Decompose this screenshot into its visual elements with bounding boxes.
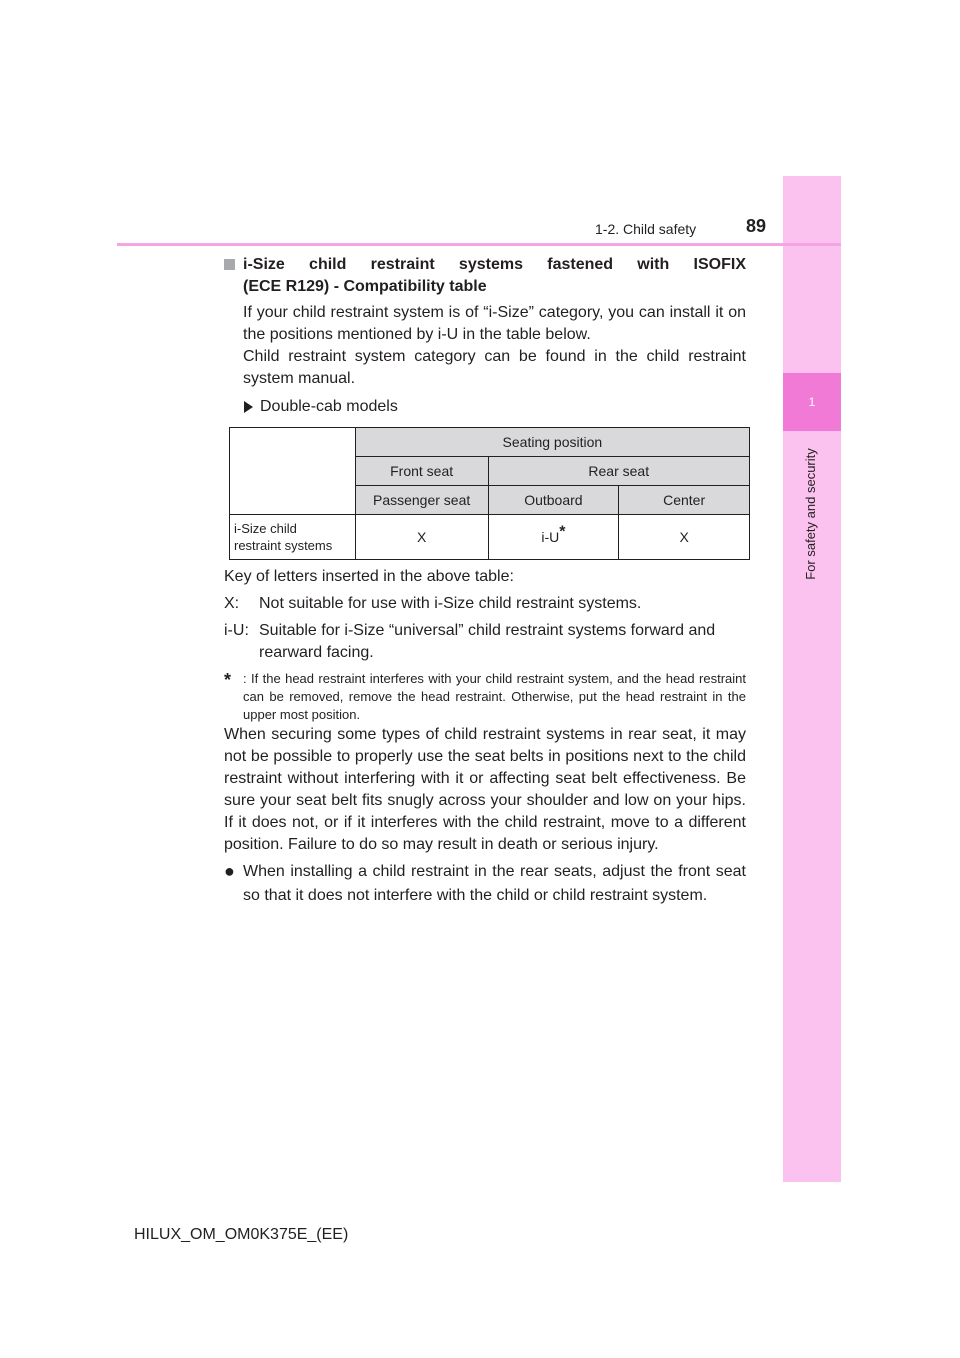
bullet-text: When installing a child restraint in the rear seats, adjust the front seat so that it does not interfere with the child or child restraint system. xyxy=(243,863,746,904)
compatibility-table xyxy=(229,427,750,560)
header-divider xyxy=(117,243,841,246)
header-outboard: Outboard xyxy=(488,486,619,515)
footnote-mark: * xyxy=(224,670,232,690)
key-item xyxy=(224,620,746,664)
side-tab xyxy=(783,176,841,1182)
square-bullet-icon xyxy=(224,259,235,270)
chapter-number: 1 xyxy=(783,373,841,431)
main-content xyxy=(224,254,746,418)
cell-outboard xyxy=(488,515,619,560)
row-label-line-2: restraint systems xyxy=(234,538,333,553)
round-bullet-icon: ● xyxy=(224,861,235,881)
section-title: 1-2. Child safety xyxy=(595,221,697,237)
below-table-content xyxy=(224,566,746,908)
document-id: HILUX_OM_OM0K375E_(EE) xyxy=(134,1226,349,1243)
footnote xyxy=(224,670,746,724)
footnote-star: * xyxy=(559,523,566,541)
intro-text xyxy=(224,302,746,390)
row-label-isize xyxy=(230,515,356,560)
intro-paragraph-2: Child restraint system category can be found in the child restraint system manual. xyxy=(243,348,746,387)
header-rear-seat: Rear seat xyxy=(488,457,749,486)
chapter-label: For safety and security xyxy=(803,448,818,580)
footnote-text: : If the head restraint interferes with your child restraint system, and the head restraint can be removed, remove the head restraint. Otherwise, put the head restraint in the upper most position. xyxy=(243,671,746,722)
key-intro: Key of letters inserted in the above table: xyxy=(224,568,514,585)
key-item xyxy=(224,593,746,615)
section-heading xyxy=(224,254,746,298)
header-seating-position: Seating position xyxy=(355,428,749,457)
header-front-seat: Front seat xyxy=(355,457,488,486)
bullet-item xyxy=(224,860,746,908)
header-center: Center xyxy=(619,486,750,515)
heading-line-2: (ECE R129) - Compatibility table xyxy=(243,278,487,295)
heading-line-1: i-Size child restraint systems fastened with ISOFIX xyxy=(243,256,746,273)
row-label-line-1: i-Size child xyxy=(234,521,297,536)
cell-center: X xyxy=(619,515,750,560)
table-corner-cell xyxy=(230,428,356,515)
models-label-text: Double-cab models xyxy=(260,398,398,415)
triangle-bullet-icon xyxy=(244,401,253,413)
cell-passenger: X xyxy=(355,515,488,560)
key-description: Not suitable for use with i-Size child restraint systems. xyxy=(259,595,642,612)
cell-outboard-value: i-U xyxy=(541,529,560,545)
header-passenger-seat: Passenger seat xyxy=(355,486,488,515)
key-letter: X: xyxy=(224,595,240,612)
key-description: Suitable for i-Size “universal” child restraint systems forward and rearward facing. xyxy=(259,622,716,661)
key-letter: i-U: xyxy=(224,622,249,639)
intro-paragraph-1: If your child restraint system is of “i-Size” category, you can install it on the positions mentioned by i-U in the table below. xyxy=(243,304,746,343)
warning-paragraph: When securing some types of child restraint systems in rear seat, it may not be possible to properly use the seat belts in positions next to the child restraint without interfering with it or affecting seat belt effectiveness. Be sure your seat belt fits snugly across your shoulder and low on your hips. If it does not, or if it interferes with the child restraint, move to a different position. Failure to do so may result in death or serious injury. xyxy=(224,726,746,853)
page-number: 89 xyxy=(746,216,767,236)
models-label xyxy=(224,396,746,418)
